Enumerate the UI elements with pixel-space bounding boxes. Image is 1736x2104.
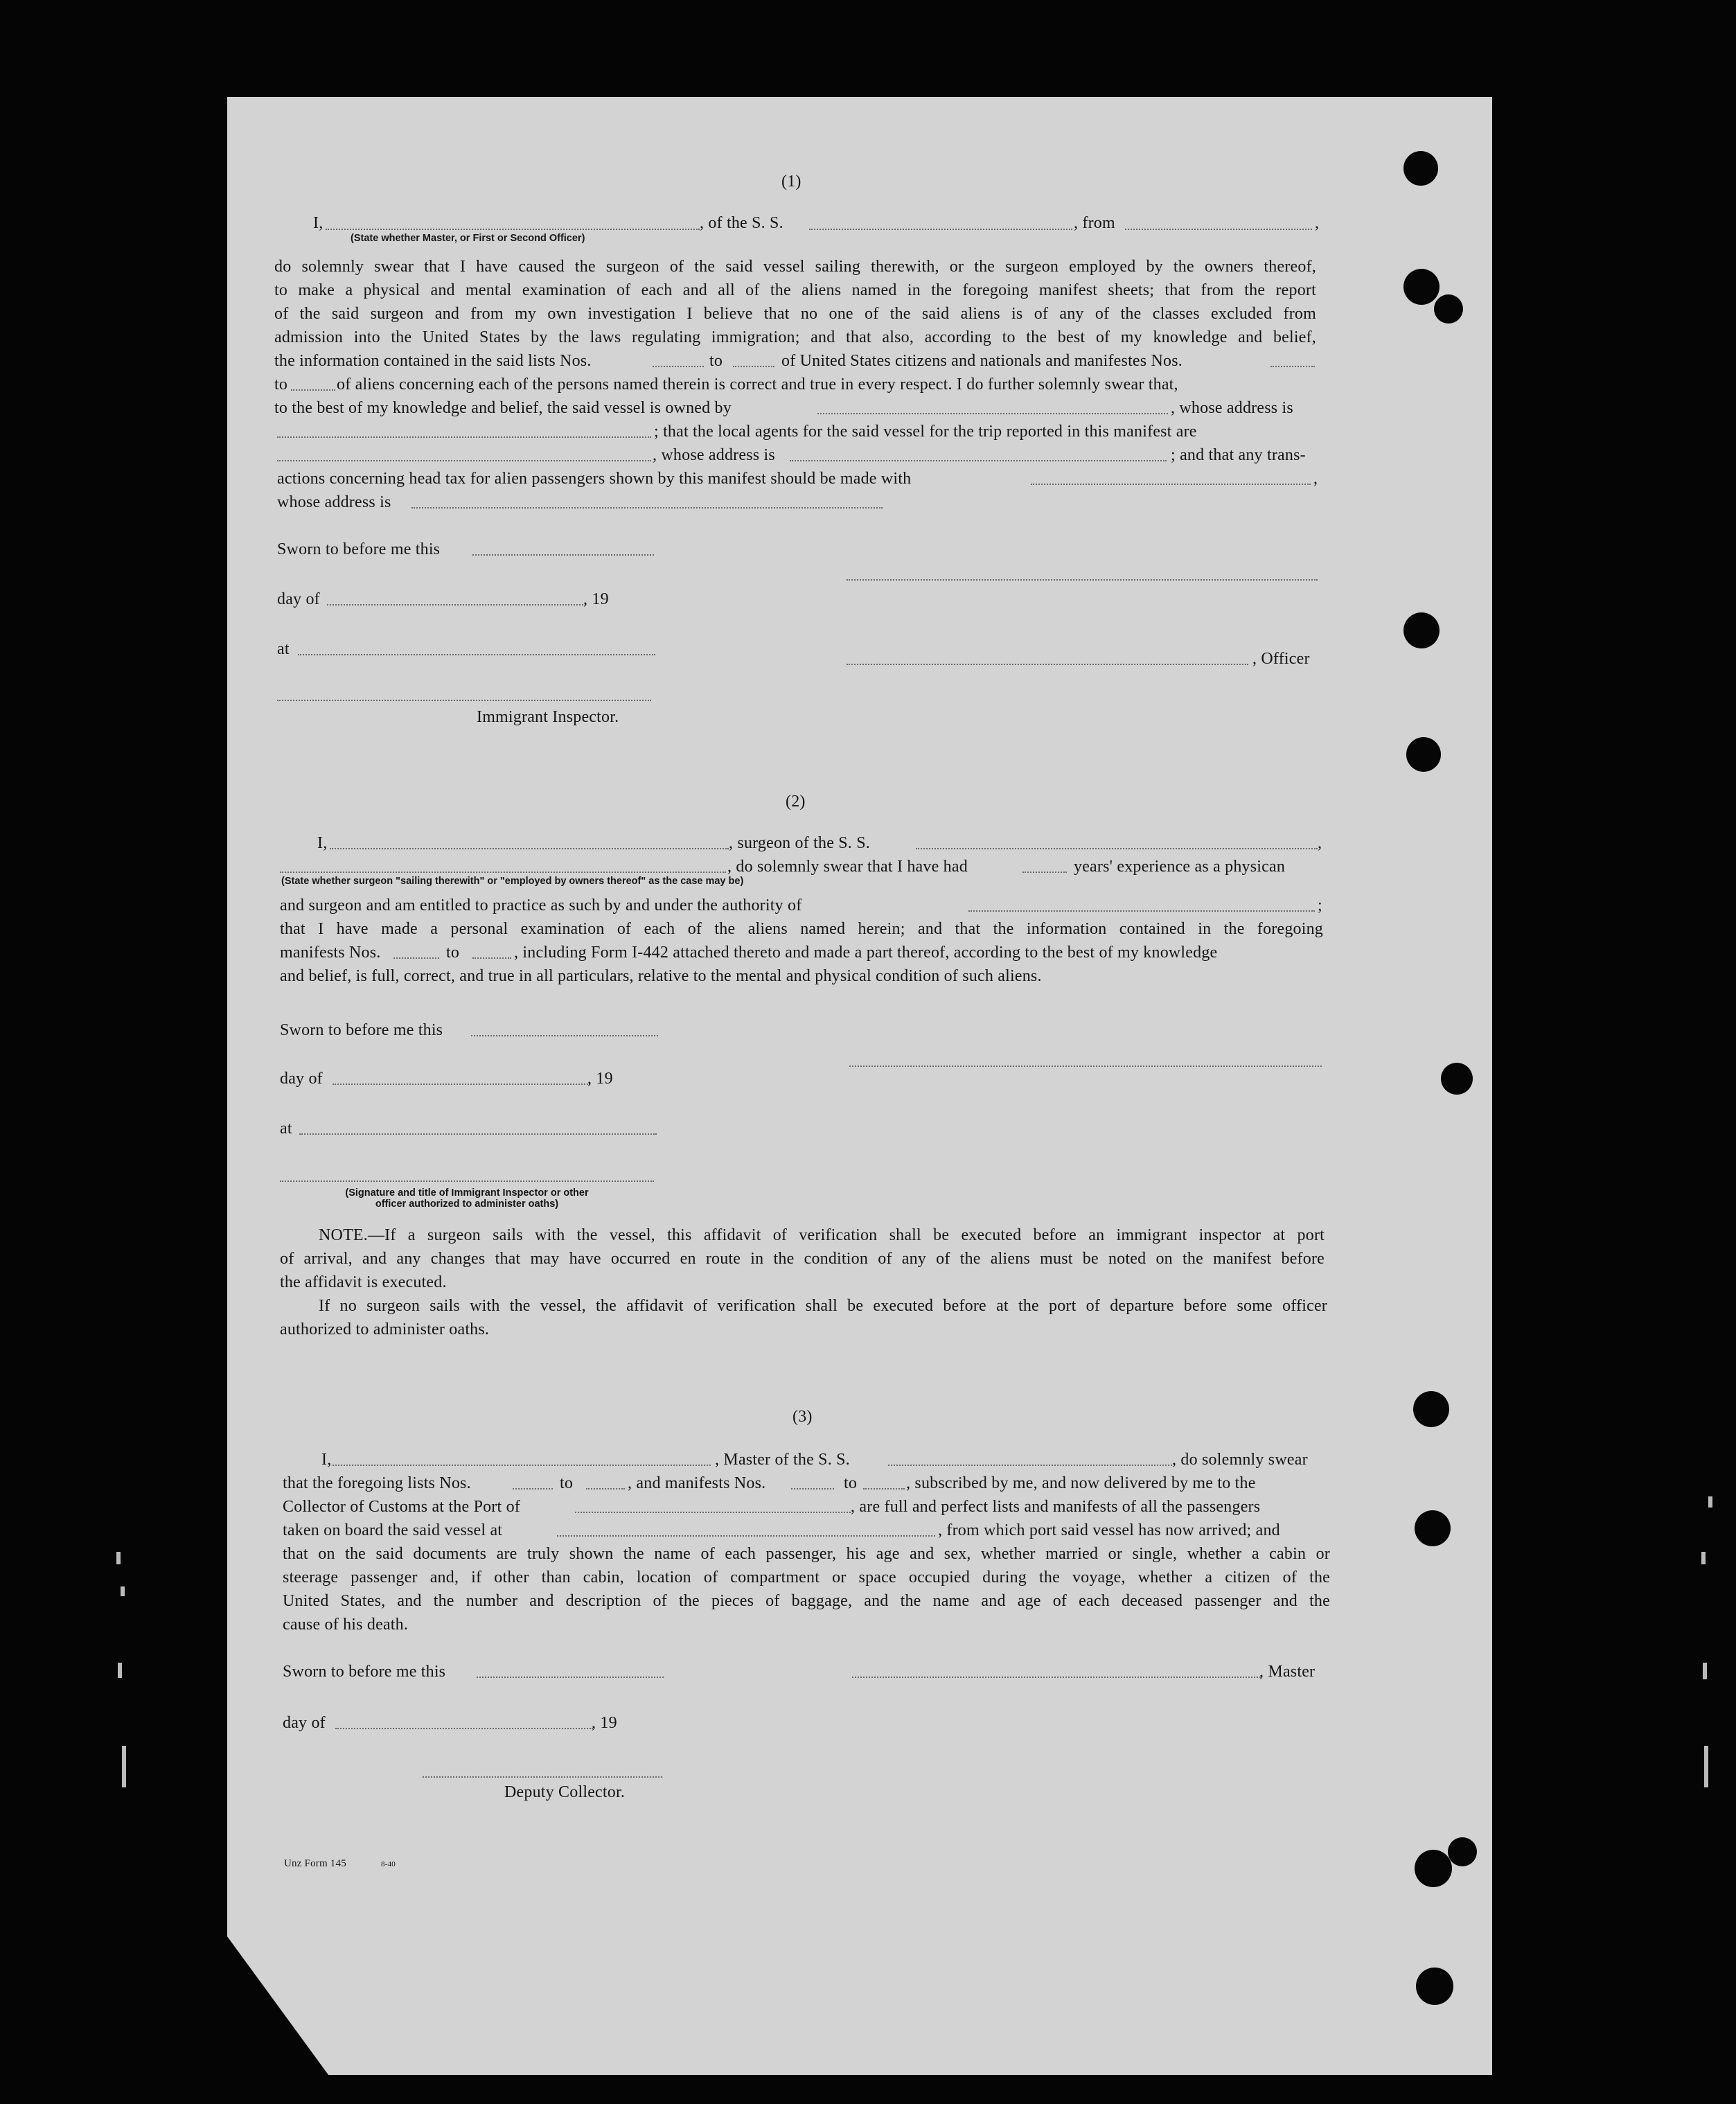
section1-para-line: of United States citizens and nationals and manifestes Nos. <box>781 352 1183 370</box>
head-tax-address-blank <box>411 507 883 509</box>
punch-hole <box>1413 1391 1449 1427</box>
agents-address-blank <box>790 460 1167 461</box>
form-number: Unz Form 145 <box>284 1858 346 1869</box>
at-place-blank <box>299 1133 657 1135</box>
from-port-blank <box>1125 229 1312 230</box>
section1-para-line: to make a physical and mental examination of each and all of the aliens named in the foregoing manifest sheets; that from the report <box>274 281 1316 299</box>
surgeon-name-blank <box>330 848 729 849</box>
punch-hole <box>1403 269 1440 305</box>
at-place-blank <box>298 654 655 655</box>
section1-inspector: Immigrant Inspector. <box>477 708 619 726</box>
section1-para-line: the information contained in the said lists Nos. <box>274 352 592 370</box>
section2-at: at <box>280 1120 292 1138</box>
film-edge-mark <box>122 1746 126 1787</box>
section1-year: , 19 <box>583 590 609 608</box>
collector-signature-line <box>423 1776 662 1778</box>
officer-name-blank <box>326 229 700 230</box>
note-paragraph: If no surgeon sails with the vessel, the affidavit of verification shall be executed before at the port of departure before some officer <box>319 1297 1327 1315</box>
section2-line: years' experience as a physican <box>1074 858 1286 876</box>
sworn-date-blank <box>471 1035 658 1036</box>
officer-signature-line <box>847 579 1318 581</box>
section1-para-line: , whose address is <box>1171 399 1293 417</box>
note-paragraph: authorized to administer oaths. <box>280 1320 490 1338</box>
section3-line: , are full and perfect lists and manifests of all the passengers <box>851 1498 1261 1516</box>
note-paragraph: NOTE.—If a surgeon sails with the vessel, this affidavit of verification shall be executed before an immigrant inspector at port <box>319 1226 1325 1244</box>
section3-line: taken on board the said vessel at <box>283 1521 503 1539</box>
section2-line: , do solemnly swear that I have had <box>727 858 968 876</box>
section1-sworn: Sworn to before me this <box>277 540 441 558</box>
section3-line: United States, and the number and description of the pieces of baggage, and the name and age of each deceased passenger and the <box>283 1592 1330 1610</box>
section3-line: to <box>560 1474 574 1492</box>
punch-hole <box>1406 737 1441 772</box>
signature-note: officer authorized to administer oaths) <box>375 1199 559 1210</box>
section1-para-line: of aliens concerning each of the persons named therein is correct and true in every respect. I do further solemnly swear that, <box>337 375 1178 394</box>
day-of-blank <box>335 1728 593 1729</box>
sworn-date-blank <box>477 1677 664 1678</box>
section3-line: , do solemnly swear <box>1172 1451 1308 1469</box>
punch-hole <box>1403 151 1438 186</box>
lists-from-blank <box>653 366 704 367</box>
manifests-to-blank <box>472 957 511 959</box>
manifests-to-blank <box>863 1488 905 1489</box>
section2-line: manifests Nos. <box>280 944 381 962</box>
film-edge-mark <box>118 1663 122 1678</box>
day-of-blank <box>327 604 586 605</box>
punch-hole <box>1416 1968 1453 2005</box>
section1-heading: (1) <box>781 173 801 191</box>
lists-to-blank <box>733 366 774 367</box>
authority-blank <box>968 910 1315 912</box>
section1-para-line: to the best of my knowledge and belief, the said vessel is owned by <box>274 399 732 417</box>
manifests-from-blank <box>791 1488 834 1489</box>
vessel-name-blank <box>809 229 1072 230</box>
section1-at: at <box>277 640 290 658</box>
section1-line1-from: , from <box>1074 214 1115 232</box>
film-edge-mark <box>1701 1552 1706 1564</box>
film-edge-mark <box>1708 1496 1712 1508</box>
section1-para-line: ; that the local agents for the said vessel for the trip reported in this manifest are <box>654 423 1197 441</box>
lists-to-blank <box>586 1488 625 1489</box>
film-edge-mark <box>121 1586 125 1596</box>
punch-hole <box>1415 1850 1452 1887</box>
section3-line: I, <box>321 1451 332 1469</box>
surgeon-signature-line <box>849 1066 1322 1067</box>
surgeon-note: (State whether surgeon "sailing therewith" or "employed by owners thereof" as the case may be) <box>281 876 744 887</box>
section3-line: , and manifests Nos. <box>628 1474 766 1492</box>
section1-para-line: to <box>709 352 723 370</box>
day-of-blank <box>333 1084 590 1085</box>
section2-line: , including Form I-442 attached thereto and made a part thereof, according to the best of my knowledge <box>514 944 1218 962</box>
owner-blank <box>817 413 1168 414</box>
section1-line1-i: I, <box>313 214 324 232</box>
punch-hole <box>1434 294 1463 324</box>
film-edge-mark <box>116 1552 121 1564</box>
section1-para-line: actions concerning head tax for alien passengers shown by this manifest should be made with <box>277 470 912 488</box>
port-blank <box>575 1512 851 1513</box>
lists-from-blank <box>513 1488 553 1489</box>
punch-hole <box>1441 1063 1473 1095</box>
owner-address-blank <box>277 436 651 438</box>
section2-heading: (2) <box>786 793 806 811</box>
section1-para-line: , <box>1313 470 1318 488</box>
section2-line: , surgeon of the S. S. <box>729 834 870 852</box>
section3-year: , 19 <box>592 1714 617 1732</box>
surgeon-status-blank <box>280 872 726 873</box>
section2-line: I, <box>317 834 328 852</box>
film-edge-mark <box>1704 1746 1708 1787</box>
section1-line1-end: , <box>1315 214 1320 232</box>
section3-line: that on the said documents are truly shown the name of each passenger, his age and sex, whether married or single, whether a cabin or <box>283 1545 1330 1563</box>
section1-para-line: do solemnly swear that I have caused the surgeon of the said vessel sailing therewith, or the surgeon employed by the owners thereof, <box>274 258 1316 276</box>
form-code: 8-40 <box>381 1860 396 1868</box>
section1-officer: , Officer <box>1252 650 1310 668</box>
note-paragraph: the affidavit is executed. <box>280 1273 447 1291</box>
master-signature-line <box>852 1677 1261 1678</box>
manifests-to-blank <box>291 389 335 391</box>
section2-line: ; <box>1318 896 1322 914</box>
section3-line: , from which port said vessel has now arrived; and <box>938 1521 1280 1539</box>
section2-line: , <box>1318 834 1322 852</box>
head-tax-blank <box>1031 484 1311 485</box>
section1-para-line: to <box>274 375 288 394</box>
section3-line: to <box>844 1474 858 1492</box>
section3-line: Collector of Customs at the Port of <box>283 1498 520 1516</box>
inspector-signature-line <box>280 1181 654 1182</box>
note-paragraph: of arrival, and any changes that may have occurred en route in the condition of any of the aliens must be noted on the manifest before <box>280 1250 1325 1268</box>
section3-line: , subscribed by me, and now delivered by me to the <box>906 1474 1256 1492</box>
master-name-blank <box>333 1465 711 1466</box>
punch-hole <box>1415 1510 1451 1546</box>
officer-title-blank <box>847 664 1248 665</box>
manifests-from-blank <box>393 957 439 959</box>
section3-sworn: Sworn to before me this <box>283 1663 446 1681</box>
section3-line: steerage passenger and, if other than cabin, location of compartment or space occupied during the voyage, whether a citizen of the <box>283 1568 1330 1586</box>
section1-para-line: , whose address is <box>653 446 775 464</box>
embark-port-blank <box>557 1535 935 1537</box>
section3-line: cause of his death. <box>283 1616 409 1634</box>
section2-line: to <box>446 944 460 962</box>
signature-note: (Signature and title of Immigrant Inspector or other <box>345 1187 589 1199</box>
section1-para-line: of the said surgeon and from my own investigation I believe that no one of the said aliens is of any of the classes excluded from <box>274 305 1316 323</box>
section3-dayof: day of <box>283 1714 326 1732</box>
punch-hole <box>1403 612 1440 648</box>
section2-year: , 19 <box>587 1070 613 1088</box>
section1-dayof: day of <box>277 590 320 608</box>
section3-master: , Master <box>1259 1663 1316 1681</box>
section3-heading: (3) <box>792 1408 813 1426</box>
section2-sworn: Sworn to before me this <box>280 1021 443 1039</box>
section3-line: that the foregoing lists Nos. <box>283 1474 471 1492</box>
section3-line: , Master of the S. S. <box>715 1451 850 1469</box>
section2-line: and belief, is full, correct, and true in all particulars, relative to the mental and physical condition of such aliens. <box>280 967 1042 985</box>
section1-para-line: ; and that any trans- <box>1171 446 1306 464</box>
film-edge-mark <box>1703 1663 1707 1679</box>
section3-collector: Deputy Collector. <box>504 1783 626 1801</box>
officer-note: (State whether Master, or First or Second Officer) <box>351 233 585 244</box>
punch-hole <box>1448 1837 1477 1866</box>
manifests-from-blank <box>1270 366 1315 367</box>
sworn-date-blank <box>472 554 654 556</box>
section2-dayof: day of <box>280 1070 323 1088</box>
inspector-signature-line <box>277 700 651 701</box>
master-vessel-blank <box>888 1465 1172 1466</box>
section2-line: and surgeon and am entitled to practice as such by and under the authority of <box>280 896 802 914</box>
section1-para-line: whose address is <box>277 493 391 511</box>
surgeon-vessel-blank <box>916 848 1318 849</box>
section1-line1-ofss: , of the S. S. <box>700 214 783 232</box>
years-blank <box>1022 872 1067 873</box>
section1-para-line: admission into the United States by the laws regulating immigration; and that also, according to the best of my knowledge and belief, <box>274 328 1316 346</box>
agents-blank <box>277 460 651 461</box>
section2-line: that I have made a personal examination of each of the aliens named herein; and that the information contained in the foregoing <box>280 920 1323 938</box>
